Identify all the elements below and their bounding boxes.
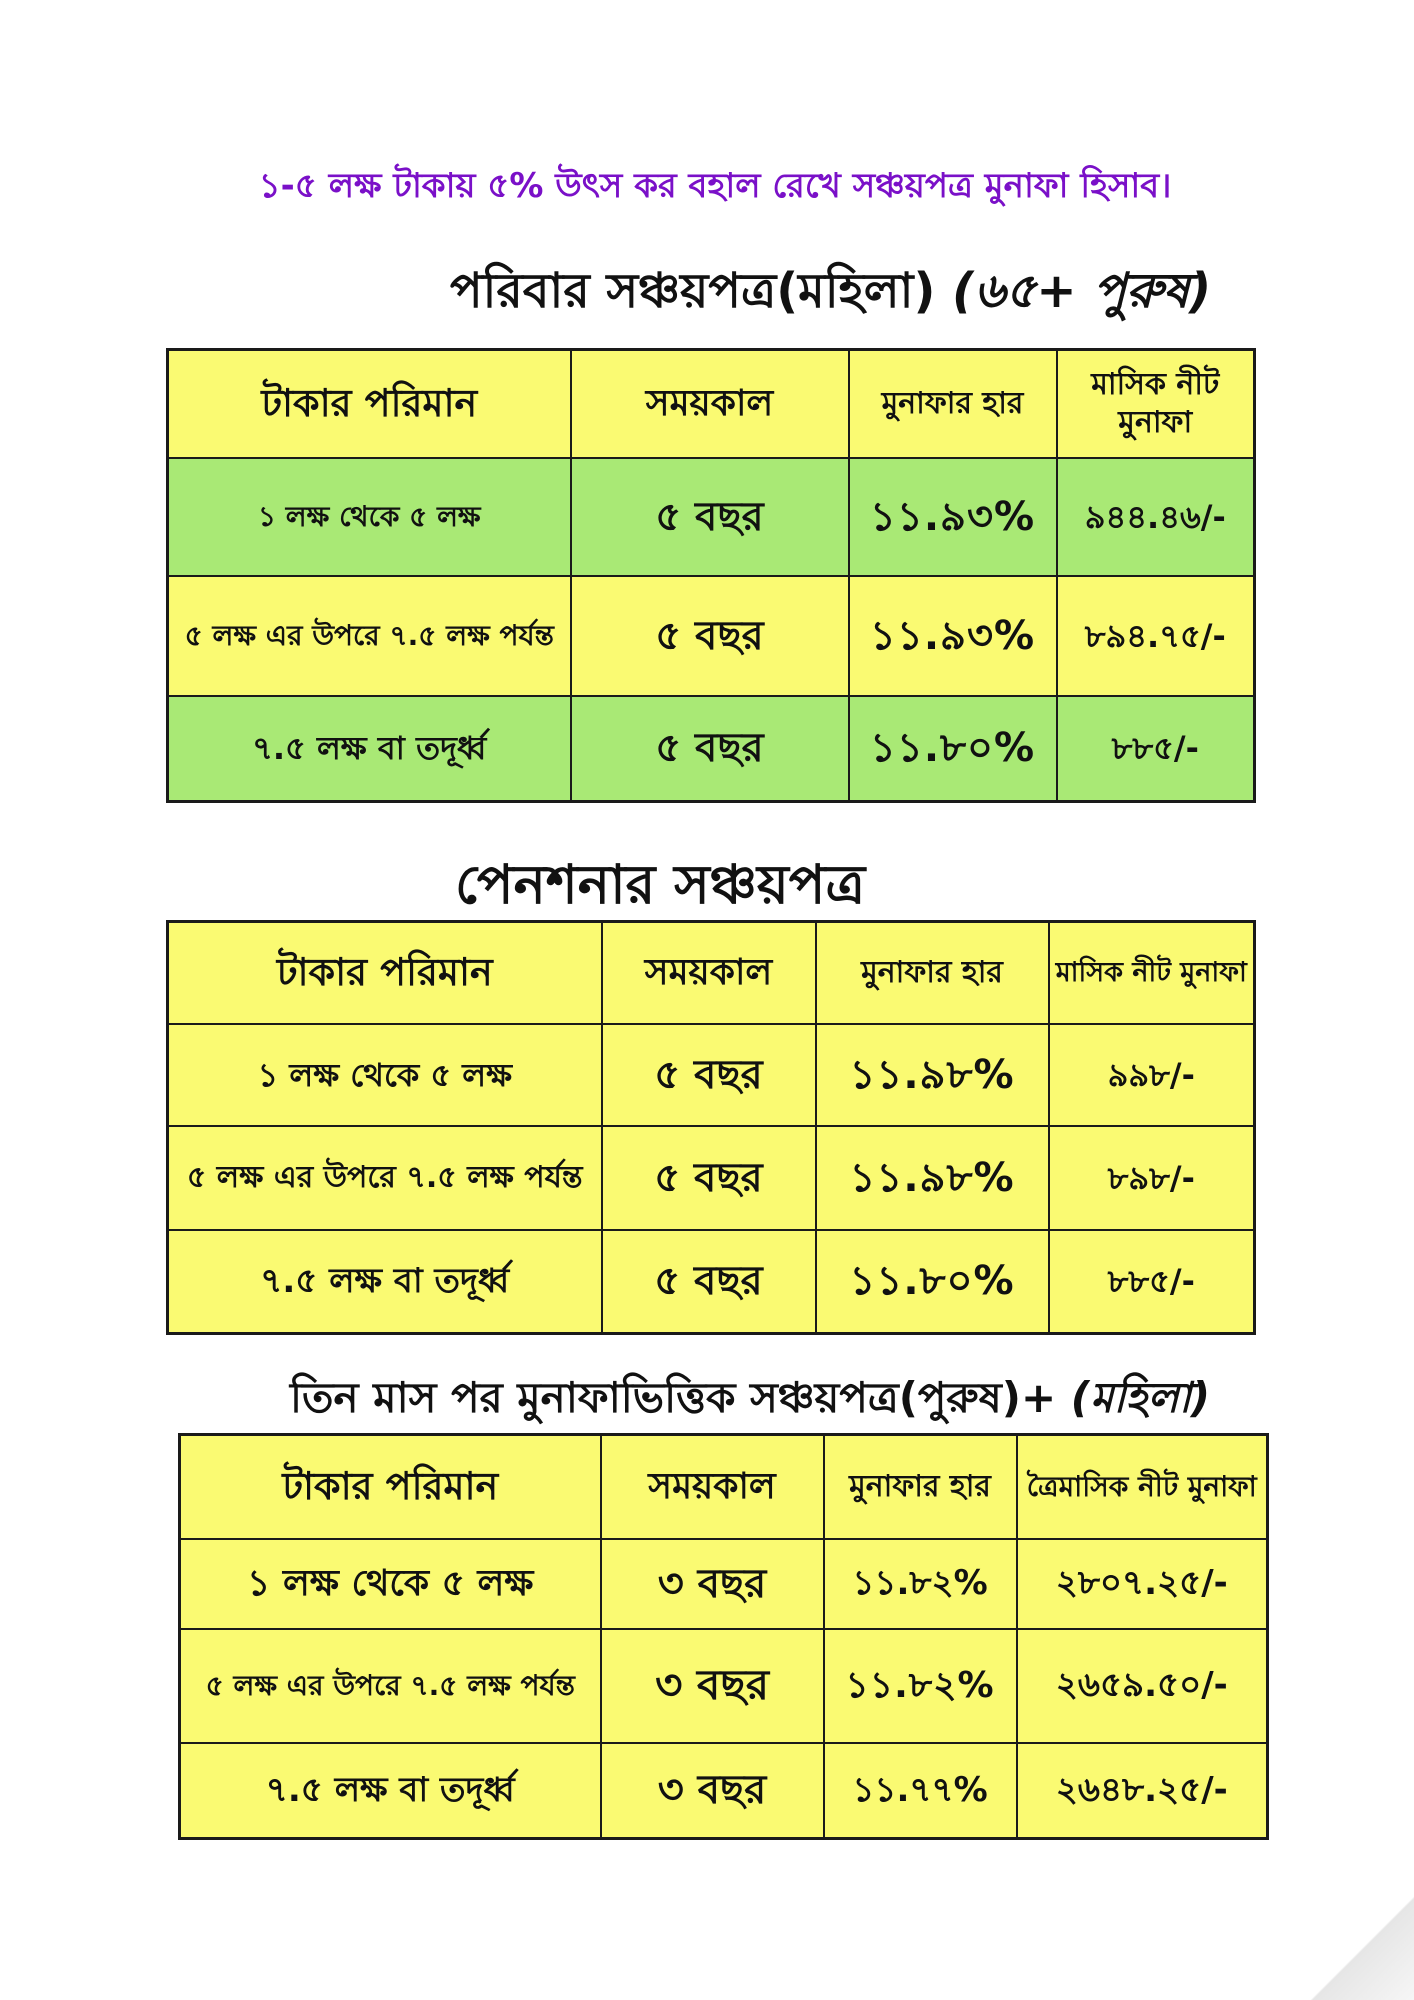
table-header-row: [168, 922, 1255, 1024]
table-row: [180, 1539, 1268, 1629]
cell-net-profit: ৮৯৪.৭৫/-: [1057, 576, 1255, 696]
table-row: [168, 458, 1255, 576]
three-month-savings-table: [178, 1433, 1269, 1840]
cell-amount: ৭.৫ লক্ষ বা তদূর্ধ্ব: [168, 1230, 602, 1334]
section-title-pensioner-text: পেনশনার সঞ্চয়পত্র: [455, 853, 866, 916]
cell-net-profit: ২৬৪৮.২৫/-: [1017, 1743, 1268, 1839]
cell-net-profit: ২৬৫৯.৫০/-: [1017, 1629, 1268, 1743]
page-headline: ১-৫ লক্ষ টাকায় ৫% উৎস কর বহাল রেখে সঞ্চয়পত্র মুনাফা হিসাব।: [258, 166, 1172, 206]
table-row: [168, 1230, 1255, 1334]
header-amount: টাকার পরিমান: [180, 1435, 601, 1539]
cell-rate: ১১.৯৩%: [849, 458, 1057, 576]
cell-rate: ১১.৯৮%: [816, 1024, 1049, 1126]
header-amount: টাকার পরিমান: [168, 350, 571, 458]
table-row: [168, 1126, 1255, 1230]
cell-term: ৫ বছর: [571, 458, 849, 576]
page-corner-fold: [1304, 1850, 1414, 2000]
cell-term: ৫ বছর: [602, 1230, 816, 1334]
table-row: [168, 696, 1255, 802]
cell-term: ৩ বছর: [601, 1743, 824, 1839]
section-title-three-month-text: তিন মাস পর মুনাফাভিত্তিক সঞ্চয়পত্র(পুরুষ)+: [290, 1373, 1057, 1422]
cell-amount: ৫ লক্ষ এর উপরে ৭.৫ লক্ষ পর্যন্ত: [180, 1629, 601, 1743]
table-header-row: [180, 1435, 1268, 1539]
table-row: [180, 1743, 1268, 1839]
header-term: সময়কাল: [571, 350, 849, 458]
section-title-family-text: পরিবার সঞ্চয়পত্র(মহিলা): [450, 263, 936, 319]
cell-rate: ১১.৮০%: [849, 696, 1057, 802]
cell-net-profit: ৯৯৮/-: [1049, 1024, 1255, 1126]
cell-amount: ৭.৫ লক্ষ বা তদূর্ধ্ব: [180, 1743, 601, 1839]
cell-net-profit: ৮৯৮/-: [1049, 1126, 1255, 1230]
section-title-three-month-extra: (মহিলা): [1070, 1373, 1211, 1422]
cell-net-profit: ৮৮৫/-: [1057, 696, 1255, 802]
cell-rate: ১১.৮২%: [824, 1629, 1017, 1743]
cell-amount: ১ লক্ষ থেকে ৫ লক্ষ: [180, 1539, 601, 1629]
cell-rate: ১১.৯৮%: [816, 1126, 1049, 1230]
header-rate: মুনাফার হার: [849, 350, 1057, 458]
cell-rate: ১১.৭৭%: [824, 1743, 1017, 1839]
cell-term: ৫ বছর: [602, 1126, 816, 1230]
header-rate: মুনাফার হার: [824, 1435, 1017, 1539]
table-row: [168, 576, 1255, 696]
cell-amount: ১ লক্ষ থেকে ৫ লক্ষ: [168, 458, 571, 576]
cell-term: ৩ বছর: [601, 1539, 824, 1629]
cell-term: ৫ বছর: [571, 576, 849, 696]
section-title-three-month: [290, 1365, 1210, 1436]
family-savings-table: [166, 348, 1256, 803]
section-title-family: [450, 255, 1211, 334]
table-row: [180, 1629, 1268, 1743]
header-rate: মুনাফার হার: [816, 922, 1049, 1024]
cell-term: ৫ বছর: [602, 1024, 816, 1126]
cell-amount: ৭.৫ লক্ষ বা তদূর্ধ্ব: [168, 696, 571, 802]
cell-amount: ৫ লক্ষ এর উপরে ৭.৫ লক্ষ পর্যন্ত: [168, 576, 571, 696]
header-term: সময়কাল: [602, 922, 816, 1024]
cell-rate: ১১.৮২%: [824, 1539, 1017, 1629]
cell-rate: ১১.৮০%: [816, 1230, 1049, 1334]
header-net-profit: মাসিক নীট মুনাফা: [1057, 350, 1255, 458]
cell-term: ৫ বছর: [571, 696, 849, 802]
pensioner-savings-table: [166, 920, 1256, 1335]
header-net-profit: ত্রৈমাসিক নীট মুনাফা: [1017, 1435, 1268, 1539]
table-header-row: [168, 350, 1255, 458]
header-net-profit: মাসিক নীট মুনাফা: [1049, 922, 1255, 1024]
cell-net-profit: ২৮০৭.২৫/-: [1017, 1539, 1268, 1629]
section-title-family-extra: (৬৫+ পুরুষ): [952, 263, 1212, 319]
table-row: [168, 1024, 1255, 1126]
header-term: সময়কাল: [601, 1435, 824, 1539]
cell-amount: ১ লক্ষ থেকে ৫ লক্ষ: [168, 1024, 602, 1126]
cell-net-profit: ৯৪৪.৪৬/-: [1057, 458, 1255, 576]
cell-term: ৩ বছর: [601, 1629, 824, 1743]
cell-rate: ১১.৯৩%: [849, 576, 1057, 696]
cell-amount: ৫ লক্ষ এর উপরে ৭.৫ লক্ষ পর্যন্ত: [168, 1126, 602, 1230]
header-amount: টাকার পরিমান: [168, 922, 602, 1024]
cell-net-profit: ৮৮৫/-: [1049, 1230, 1255, 1334]
